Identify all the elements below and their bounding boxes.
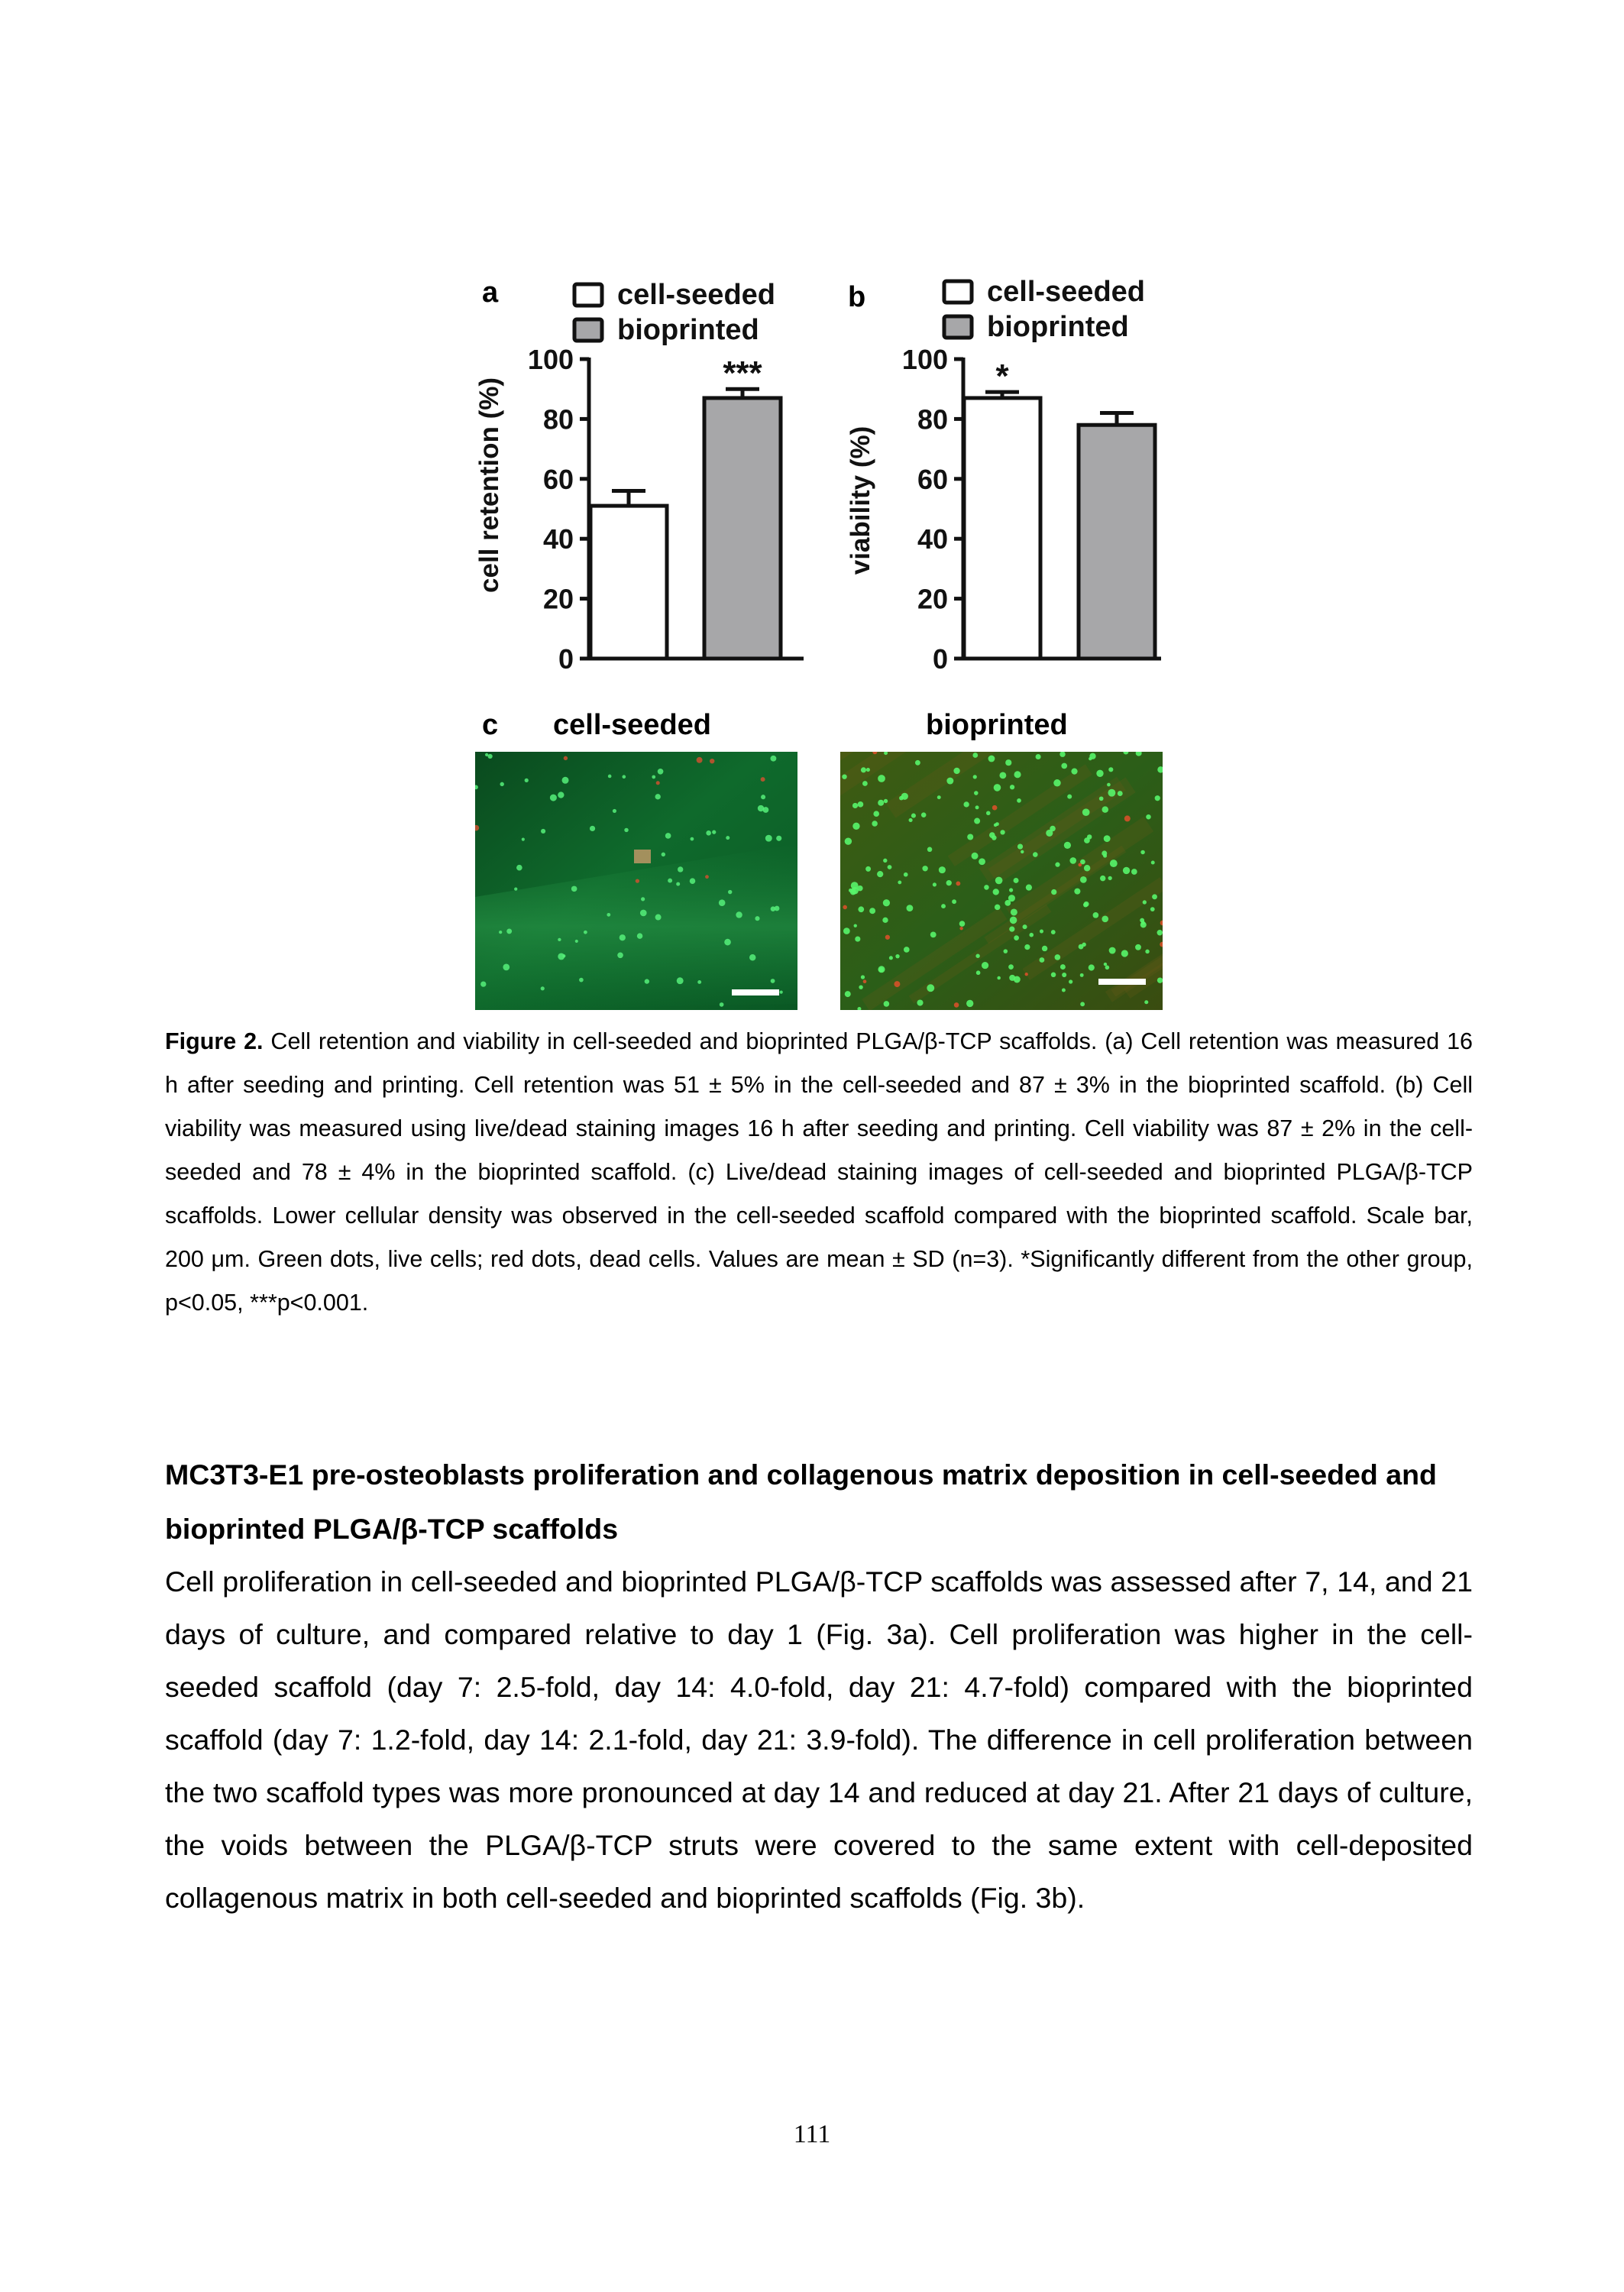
live-cell-dot — [898, 880, 901, 884]
live-cell-dot — [1144, 1000, 1148, 1004]
y-tick-label: 100 — [527, 344, 574, 375]
live-cell-dot — [762, 807, 768, 813]
live-cell-dot — [904, 947, 910, 953]
live-cell-dot — [677, 977, 684, 984]
live-cell-dot — [652, 775, 655, 779]
live-cell-dot — [866, 768, 870, 772]
live-cell-dot — [1055, 863, 1059, 867]
bar-bioprinted — [704, 398, 781, 659]
live-cell-dot — [1042, 946, 1047, 951]
micrograph-title-bioprinted: bioprinted — [926, 709, 1068, 741]
legend-swatch-cell-seeded — [574, 284, 602, 306]
live-cell-dot — [584, 931, 587, 934]
live-cell-dot — [921, 812, 927, 817]
dead-cell-dot — [705, 875, 709, 879]
live-cell-dot — [878, 800, 884, 806]
live-cell-dot — [728, 890, 732, 894]
live-cell-dot — [993, 889, 999, 895]
live-cell-dot — [550, 795, 557, 801]
live-cell-dot — [1051, 889, 1056, 895]
live-cell-dot — [719, 899, 726, 906]
live-cell-dot — [1080, 876, 1087, 883]
live-cell-dot — [1011, 908, 1017, 915]
dead-cell-dot — [1124, 815, 1131, 821]
live-cell-dot — [859, 985, 862, 989]
live-cell-dot — [1009, 888, 1013, 892]
live-cell-dot — [641, 897, 645, 901]
live-cell-dot — [1104, 835, 1111, 842]
live-cell-dot — [658, 769, 664, 775]
live-cell-dot — [640, 910, 647, 917]
live-cell-dot — [1067, 795, 1072, 799]
live-cell-dot — [878, 967, 883, 972]
live-cell-dot — [676, 882, 680, 886]
live-cell-dot — [1017, 798, 1021, 803]
live-cell-dot — [624, 828, 628, 832]
live-cell-dot — [862, 781, 868, 786]
live-cell-dot — [771, 906, 776, 911]
live-cell-dot — [525, 779, 529, 782]
live-cell-dot — [1110, 860, 1118, 867]
live-cell-dot — [858, 906, 864, 912]
live-cell-dot — [541, 829, 545, 834]
live-cell-dot — [899, 796, 904, 801]
live-cell-dot — [1104, 963, 1107, 966]
live-cell-dot — [930, 931, 937, 937]
live-cell-dot — [873, 811, 879, 817]
legend-swatch-bioprinted — [574, 319, 602, 341]
dead-cell-dot — [1025, 973, 1028, 976]
live-cell-dot — [1123, 867, 1130, 874]
live-cell-dot — [637, 933, 642, 938]
y-tick-label: 20 — [917, 583, 948, 615]
y-tick-label: 100 — [901, 344, 948, 375]
dead-cell-dot — [954, 1002, 959, 1008]
live-cell-dot — [883, 859, 887, 863]
dead-cell-dot — [992, 805, 998, 811]
live-cell-dot — [927, 847, 932, 852]
live-cell-dot — [907, 905, 914, 911]
live-cell-dot — [1140, 850, 1145, 855]
live-cell-dot — [986, 811, 991, 815]
live-cell-dot — [1050, 826, 1056, 832]
live-cell-dot — [933, 882, 937, 886]
live-cell-dot — [1157, 930, 1163, 935]
live-cell-dot — [917, 999, 923, 1005]
live-cell-dot — [982, 962, 988, 969]
live-cell-dot — [1118, 791, 1123, 796]
y-axis-label: cell retention (%) — [474, 377, 504, 593]
live-cell-dot — [645, 979, 649, 983]
dead-cell-dot — [843, 905, 847, 910]
live-cell-dot — [1105, 966, 1110, 970]
live-cell-dot — [1064, 842, 1071, 849]
live-cell-dot — [1004, 900, 1011, 906]
live-cell-dot — [1089, 964, 1095, 970]
live-cell-dot — [884, 1001, 890, 1007]
live-cell-dot — [975, 805, 979, 809]
bar-bioprinted — [1079, 425, 1155, 659]
dead-cell-dot — [656, 781, 660, 785]
live-cell-dot — [989, 832, 995, 838]
live-cell-dot — [858, 801, 864, 808]
live-cell-dot — [997, 976, 1001, 980]
live-cell-dot — [771, 979, 775, 983]
page-number: 111 — [793, 2120, 831, 2148]
live-cell-dot — [712, 830, 716, 834]
live-cell-dot — [1140, 918, 1144, 923]
live-cell-dot — [1146, 814, 1151, 820]
live-cell-dot — [911, 814, 916, 818]
live-cell-dot — [852, 803, 858, 808]
significance-marker: *** — [723, 354, 762, 393]
live-cell-dot — [1096, 770, 1103, 777]
scale-bar — [1098, 979, 1146, 985]
live-cell-dot — [480, 981, 486, 986]
live-cell-dot — [1071, 768, 1077, 774]
live-cell-dot — [1060, 964, 1066, 970]
live-cell-dot — [974, 791, 979, 795]
dead-cell-dot — [894, 981, 900, 987]
live-cell-dot — [1135, 944, 1141, 950]
live-cell-dot — [571, 886, 577, 892]
live-cell-dot — [999, 772, 1006, 779]
legend-label-cell-seeded: cell-seeded — [987, 276, 1145, 308]
live-cell-dot — [1023, 924, 1027, 929]
live-cell-dot — [1107, 783, 1111, 787]
live-cell-dot — [776, 836, 781, 841]
live-cell-dot — [607, 913, 610, 917]
live-cell-dot — [590, 826, 595, 831]
dead-cell-dot — [863, 979, 867, 983]
live-cell-dot — [843, 927, 850, 934]
live-cell-dot — [613, 809, 616, 813]
live-cell-dot — [562, 954, 565, 957]
live-cell-dot — [499, 931, 502, 934]
live-cell-dot — [869, 908, 875, 914]
live-cell-dot — [1062, 989, 1066, 992]
section-heading: MC3T3-E1 pre-osteoblasts proliferation and collagenous matrix deposition in cell-seeded and bioprinted PLGA/β-TCP scaffolds — [165, 1458, 1437, 1545]
live-cell-dot — [966, 1000, 973, 1007]
dead-cell-dot — [636, 879, 639, 882]
live-cell-dot — [884, 799, 888, 803]
live-cell-dot — [1000, 830, 1004, 834]
live-cell-dot — [1010, 785, 1014, 789]
legend-label-bioprinted: bioprinted — [617, 314, 759, 346]
panel-b-letter: b — [848, 281, 866, 313]
live-cell-dot — [1150, 907, 1155, 911]
live-cell-dot — [922, 866, 927, 871]
live-cell-dot — [665, 833, 671, 839]
live-cell-dot — [1040, 930, 1043, 934]
live-cell-dot — [927, 984, 934, 992]
live-cell-dot — [706, 830, 711, 836]
live-cell-dot — [1017, 843, 1023, 849]
live-cell-dot — [761, 795, 765, 799]
dead-cell-dot — [956, 881, 960, 885]
live-cell-dot — [1069, 857, 1076, 864]
debris — [634, 850, 651, 863]
live-cell-dot — [937, 795, 941, 799]
live-cell-dot — [915, 760, 920, 766]
live-cell-dot — [1100, 876, 1105, 881]
live-cell-dot — [1051, 973, 1056, 978]
live-cell-dot — [861, 975, 865, 979]
live-cell-dot — [882, 918, 888, 923]
y-tick-label: 0 — [558, 643, 574, 675]
y-tick-label: 80 — [917, 403, 948, 435]
live-cell-dot — [908, 818, 912, 822]
live-cell-dot — [1157, 977, 1163, 983]
live-cell-dot — [562, 777, 569, 784]
live-cell-dot — [972, 853, 979, 860]
micrograph-title-cell-seeded: cell-seeded — [553, 709, 711, 741]
legend-label-bioprinted: bioprinted — [987, 311, 1129, 343]
live-cell-dot — [941, 904, 946, 908]
live-cell-dot — [988, 756, 995, 762]
y-tick-label: 20 — [542, 583, 574, 615]
dead-cell-dot — [885, 935, 890, 940]
live-cell-dot — [691, 837, 694, 841]
live-cell-dot — [1024, 944, 1030, 950]
live-cell-dot — [765, 835, 772, 842]
live-cell-dot — [749, 954, 755, 960]
live-cell-dot — [1152, 894, 1157, 899]
live-cell-dot — [1102, 850, 1107, 856]
live-cell-dot — [842, 774, 846, 779]
live-cell-dot — [883, 899, 890, 906]
live-cell-dot — [975, 954, 979, 958]
live-cell-dot — [994, 784, 1001, 792]
live-cell-dot — [558, 938, 561, 941]
live-cell-dot — [668, 879, 672, 883]
dead-cell-dot — [1078, 863, 1082, 867]
live-cell-dot — [579, 978, 584, 983]
live-cell-dot — [1014, 878, 1019, 883]
live-cell-dot — [1102, 915, 1108, 922]
body-paragraph: Cell proliferation in cell-seeded and bioprinted PLGA/β-TCP scaffolds was assessed after 7, 14, and 21 days of culture, and compared relative to day 1 (Fig. 3a). Cell proliferation was higher in the cell-seeded scaffold (day 7: 2.5-fold, day 14: 4.0-fold, day 21: 4.7-fold) compared with the bioprinted scaffold (day 7: 1.2-fold, day 14: 2.1-fold, day 21: 3.9-fold). The difference in cell proliferation between the two scaffold types was more pronounced at day 14 and reduced at day 21. After 21 days of culture, the voids between the PLGA/β-TCP struts were covered to the same extent with cell-deposited collagenous matrix in both cell-seeded and bioprinted scaffolds (Fig. 3b). — [165, 1565, 1473, 1914]
live-cell-dot — [1121, 950, 1128, 957]
live-cell-dot — [726, 836, 730, 840]
dead-cell-dot — [959, 927, 962, 930]
y-tick-label: 0 — [932, 643, 948, 675]
live-cell-dot — [1061, 763, 1067, 769]
live-cell-dot — [854, 924, 857, 927]
live-cell-dot — [1131, 869, 1137, 875]
live-cell-dot — [1029, 933, 1034, 937]
live-cell-dot — [872, 821, 878, 827]
live-cell-dot — [973, 775, 977, 779]
live-cell-dot — [617, 952, 623, 958]
live-cell-dot — [1008, 964, 1014, 970]
live-cell-dot — [1074, 889, 1080, 895]
live-cell-dot — [1039, 957, 1044, 963]
live-cell-dot — [1093, 912, 1099, 918]
live-cell-dot — [976, 970, 981, 975]
scale-bar — [732, 989, 779, 995]
live-cell-dot — [1033, 852, 1038, 857]
live-cell-dot — [1089, 757, 1092, 760]
live-cell-dot — [972, 753, 978, 758]
live-cell-dot — [690, 878, 696, 884]
live-cell-dot — [952, 899, 956, 904]
live-cell-dot — [895, 954, 899, 958]
live-cell-dot — [1079, 944, 1084, 950]
live-cell-dot — [1108, 876, 1111, 880]
live-cell-dot — [959, 921, 966, 927]
live-cell-dot — [995, 877, 1003, 885]
panel-c-letter: c — [482, 709, 499, 741]
live-cell-dot — [845, 991, 851, 997]
live-cell-dot — [1004, 949, 1008, 953]
figure-caption — [165, 1020, 1473, 1325]
live-cell-dot — [877, 871, 883, 877]
dead-cell-dot — [697, 757, 703, 763]
live-cell-dot — [984, 885, 989, 890]
live-cell-dot — [888, 865, 892, 869]
live-cell-dot — [655, 915, 662, 921]
live-cell-dot — [770, 756, 776, 762]
live-cell-dot — [655, 794, 661, 799]
live-cell-dot — [1005, 759, 1011, 766]
live-cell-dot — [1108, 789, 1115, 797]
live-cell-dot — [1026, 885, 1032, 891]
live-cell-dot — [1080, 973, 1084, 977]
live-cell-dot — [1109, 947, 1116, 954]
live-cell-dot — [503, 964, 510, 971]
live-cell-dot — [865, 866, 871, 872]
live-cell-dot — [1099, 796, 1104, 801]
live-cell-dot — [852, 823, 859, 830]
live-cell-dot — [662, 853, 665, 856]
live-cell-dot — [506, 928, 512, 934]
live-cell-dot — [622, 775, 626, 779]
chart-cell-retention — [458, 260, 840, 688]
live-cell-dot — [855, 936, 860, 941]
micrograph-bioprinted — [840, 752, 1163, 1010]
live-cell-dot — [1062, 973, 1066, 977]
live-cell-dot — [780, 991, 783, 994]
dead-cell-dot — [710, 759, 714, 763]
live-cell-dot — [522, 838, 525, 841]
live-cell-dot — [904, 872, 908, 877]
live-cell-dot — [500, 782, 503, 786]
live-cell-dot — [946, 880, 952, 885]
live-cell-dot — [514, 887, 517, 890]
live-cell-dot — [1084, 865, 1090, 871]
live-cell-dot — [878, 775, 885, 782]
live-cell-dot — [724, 939, 731, 946]
live-cell-dot — [1082, 808, 1090, 816]
live-cell-dot — [1014, 771, 1021, 778]
live-cell-dot — [608, 775, 612, 779]
live-cell-dot — [1051, 930, 1056, 934]
live-cell-dot — [974, 818, 980, 824]
live-cell-dot — [720, 1002, 724, 1007]
live-cell-dot — [1080, 1002, 1085, 1006]
live-cell-dot — [1145, 950, 1149, 953]
live-cell-dot — [889, 956, 893, 960]
bar-cell-seeded — [964, 398, 1040, 659]
micrograph-cell-seeded — [475, 752, 797, 1010]
y-tick-label: 80 — [542, 403, 574, 435]
live-cell-dot — [620, 934, 626, 940]
live-cell-dot — [488, 754, 493, 759]
significance-marker: * — [995, 358, 1009, 396]
live-cell-dot — [516, 865, 522, 871]
live-cell-dot — [1021, 850, 1024, 853]
live-cell-dot — [541, 986, 545, 990]
y-tick-label: 60 — [917, 463, 948, 495]
live-cell-dot — [1014, 935, 1019, 940]
y-tick-label: 40 — [542, 523, 574, 555]
live-cell-dot — [1151, 861, 1155, 865]
live-cell-dot — [861, 767, 866, 772]
live-cell-dot — [1108, 767, 1113, 772]
live-cell-dot — [1009, 927, 1014, 932]
live-cell-dot — [1010, 917, 1017, 924]
live-cell-dot — [575, 940, 578, 943]
live-cell-dot — [1155, 795, 1160, 801]
live-cell-dot — [755, 916, 759, 921]
legend-label-cell-seeded: cell-seeded — [617, 279, 775, 311]
figure-label: Figure 2. — [165, 1028, 264, 1054]
live-cell-dot — [994, 824, 997, 827]
panel-a-letter: a — [482, 277, 499, 309]
caption-text: Cell retention and viability in cell-seeded and bioprinted PLGA/β-TCP scaffolds. (a) Cell retention was measured 16 h after seeding and printing. Cell retention was 51 ± 5% in the cell-seeded and 87 ± 3% in the bioprinted scaffold. (b) Cell viability was measured using live/dead staining images 16 h after seeding and printing. Cell viability was 87 ± 2% in the cell-seeded and 78 ± 4% in the bioprinted scaffold. (c) Live/dead staining images of cell-seeded and bioprinted PLGA/β-TCP scaffolds. Lower cellular density was observed in the cell-seeded scaffold compared with the bioprinted scaffold. Scale bar, 200 μm. Green dots, live cells; red dots, dead cells. Values are mean ± SD (n=3). *Significantly different from the other group, p<0.05, ***p<0.001. — [165, 1028, 1473, 1316]
live-cell-dot — [845, 837, 852, 844]
live-cell-dot — [939, 866, 946, 873]
live-cell-dot — [697, 980, 701, 984]
legend-swatch-bioprinted — [944, 316, 972, 338]
live-cell-dot — [963, 801, 969, 807]
live-cell-dot — [1084, 837, 1090, 843]
live-cell-dot — [736, 911, 742, 918]
live-cell-dot — [850, 889, 856, 895]
live-cell-dot — [558, 792, 564, 798]
live-cell-dot — [678, 866, 683, 872]
live-cell-dot — [946, 778, 953, 785]
y-tick-label: 60 — [542, 463, 574, 495]
live-cell-dot — [979, 858, 985, 865]
live-cell-dot — [1036, 754, 1041, 759]
live-cell-dot — [1055, 954, 1061, 960]
live-cell-dot — [967, 834, 973, 840]
live-cell-dot — [1053, 779, 1061, 787]
bar-cell-seeded — [590, 506, 667, 659]
y-tick-label: 40 — [917, 523, 948, 555]
live-cell-dot — [953, 768, 959, 774]
live-cell-dot — [1143, 900, 1147, 904]
live-cell-dot — [1069, 979, 1072, 983]
y-axis-label: viability (%) — [846, 426, 875, 575]
dead-cell-dot — [564, 756, 568, 760]
chart-viability — [833, 260, 1215, 688]
live-cell-dot — [995, 905, 1001, 911]
live-cell-dot — [1102, 806, 1108, 812]
live-cell-dot — [1083, 902, 1088, 907]
live-cell-dot — [1009, 975, 1015, 981]
dead-cell-dot — [761, 777, 765, 782]
legend-swatch-cell-seeded — [944, 281, 972, 303]
